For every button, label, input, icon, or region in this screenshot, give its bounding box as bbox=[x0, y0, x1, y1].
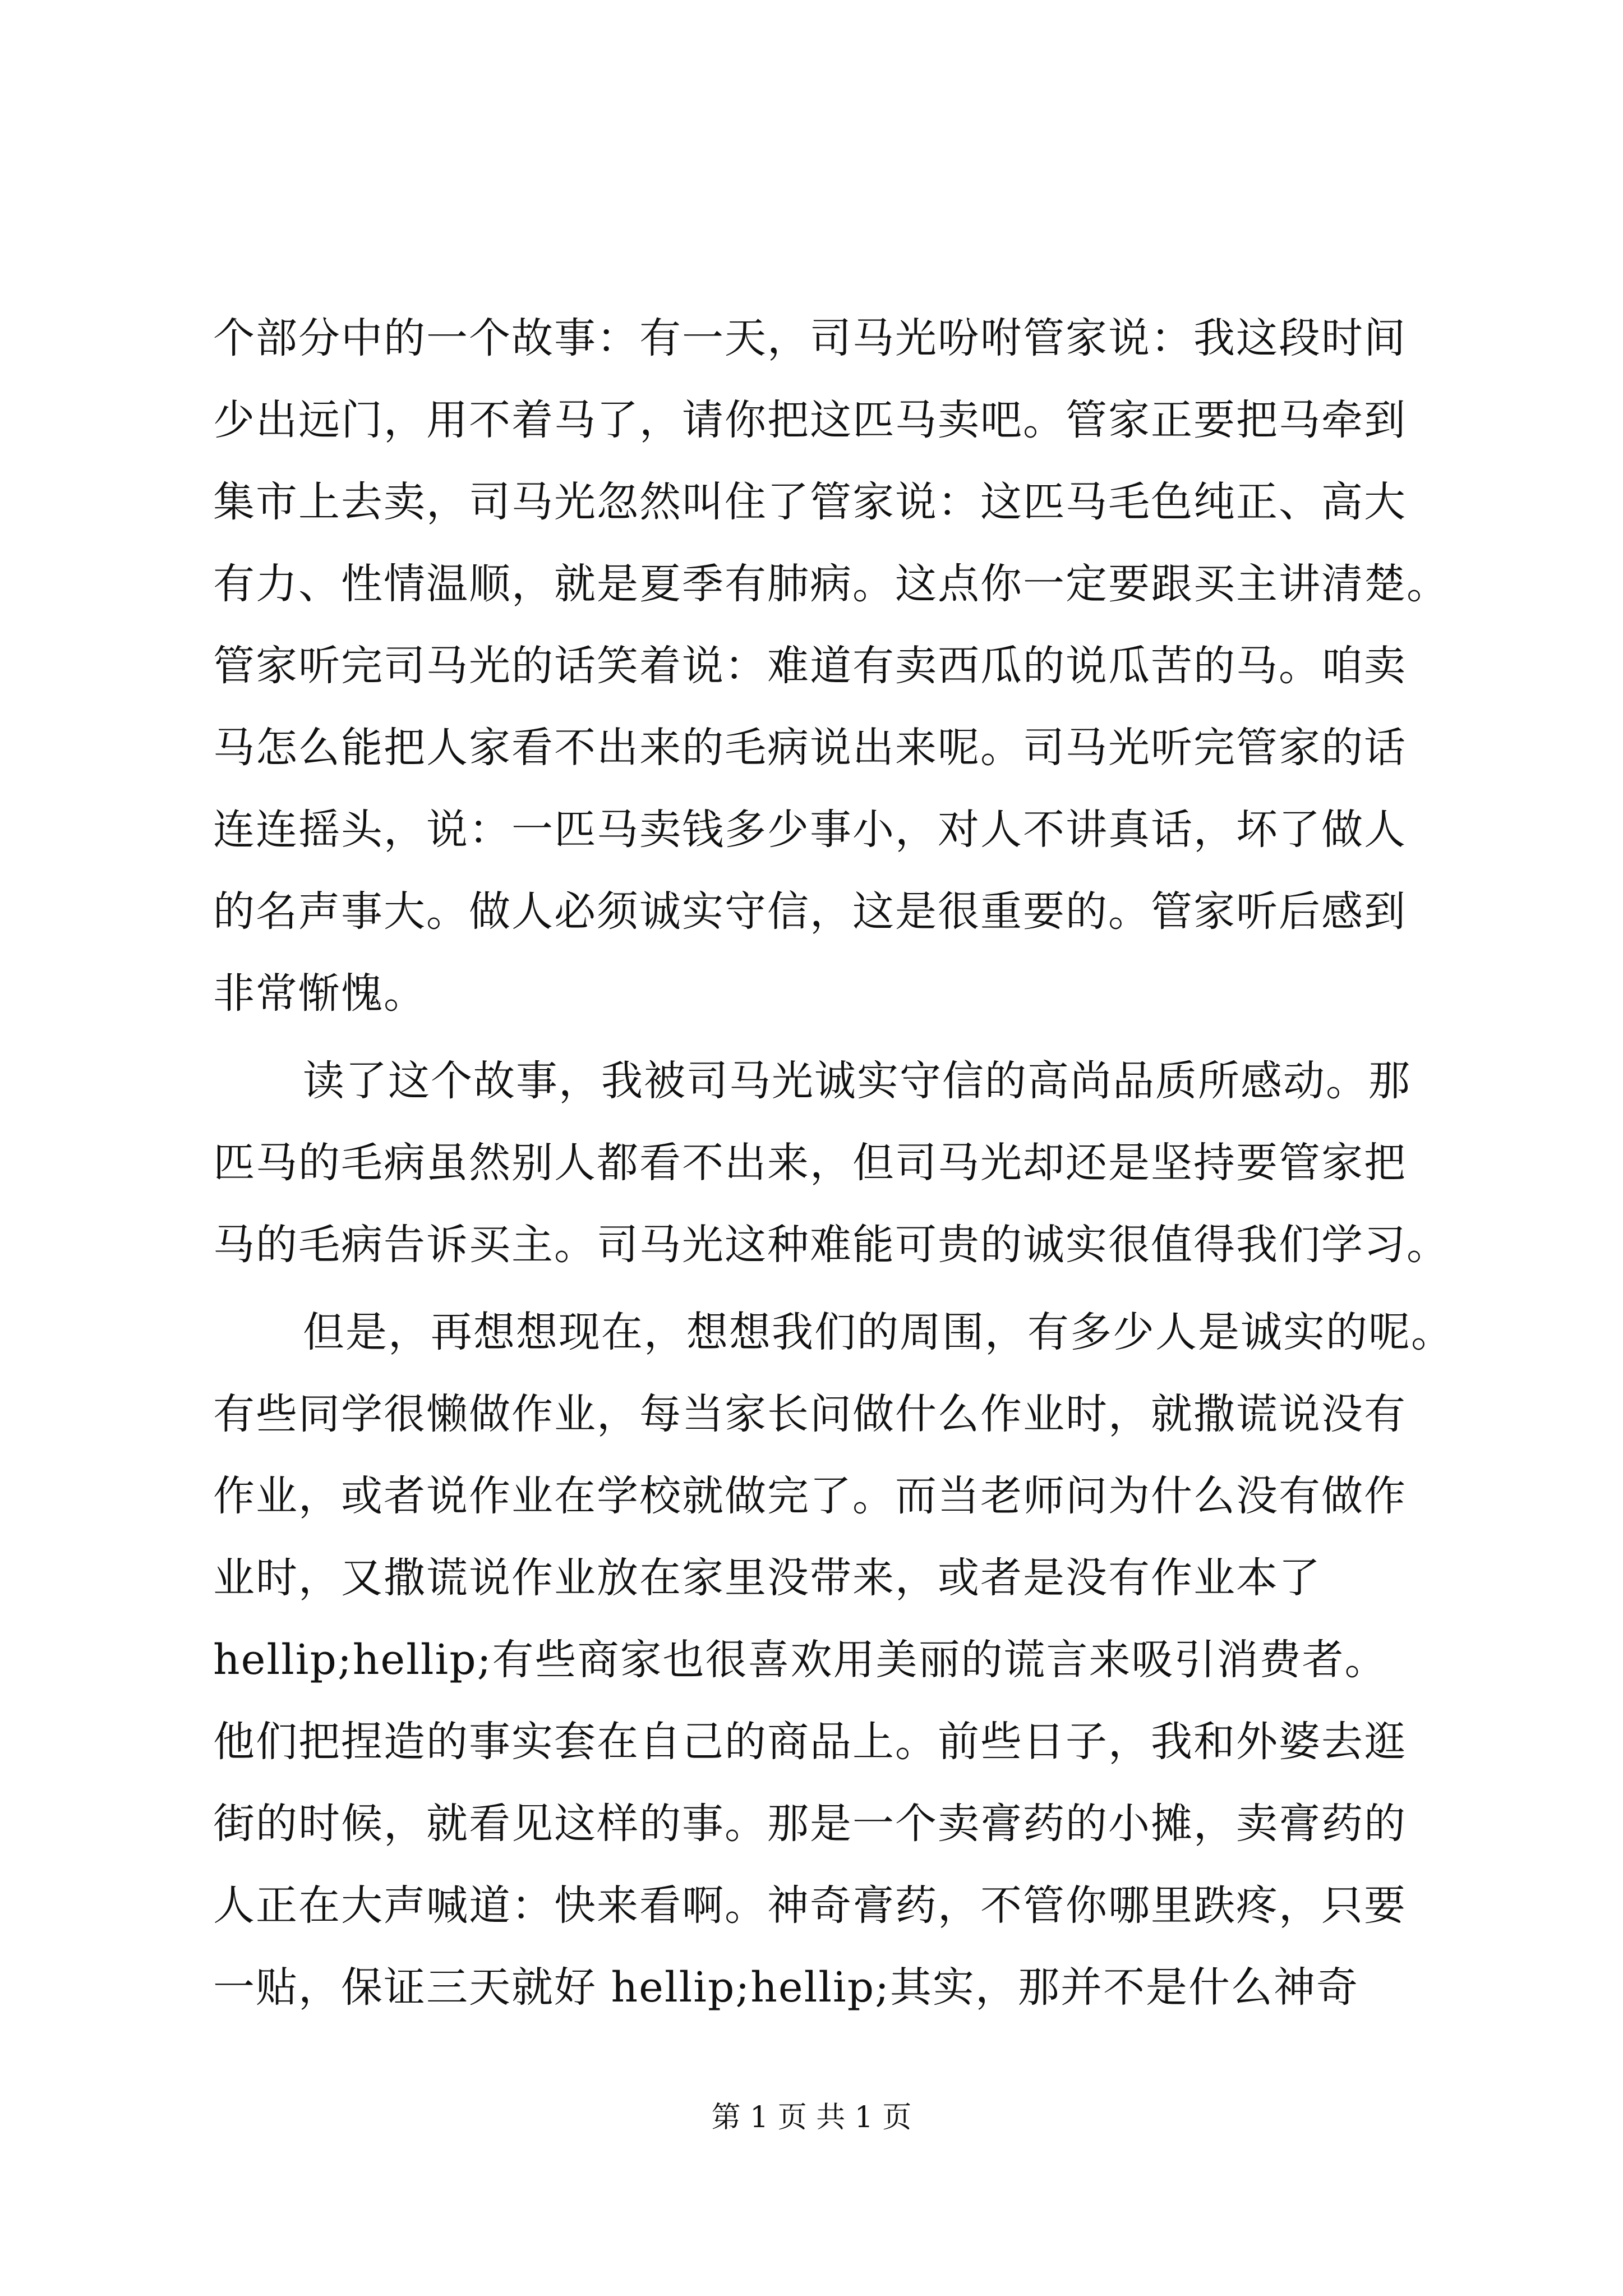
text-line: 马怎么能把人家看不出来的毛病说出来呢。司马光听完管家的话 bbox=[213, 724, 1407, 772]
paragraph-first-line: 但是，再想想现在，想想我们的周围，有多少人是诚实的呢。 bbox=[303, 1308, 1454, 1356]
text-line: 匹马的毛病虽然别人都看不出来，但司马光却还是坚持要管家把 bbox=[213, 1139, 1407, 1187]
text-line: 连连摇头，说：一匹马卖钱多少事小，对人不讲真话，坏了做人 bbox=[213, 806, 1407, 854]
text-line: 街的时候，就看见这样的事。那是一个卖膏药的小摊，卖膏药的 bbox=[213, 1800, 1407, 1848]
text-line: 他们把捏造的事实套在自己的商品上。前些日子，我和外婆去逛 bbox=[213, 1718, 1407, 1766]
text-line: hellip;hellip;有些商家也很喜欢用美丽的谎言来吸引消费者。 bbox=[213, 1636, 1387, 1684]
text-line: 业时，又撒谎说作业放在家里没带来，或者是没有作业本了 bbox=[213, 1554, 1321, 1602]
text-line: 管家听完司马光的话笑着说：难道有卖西瓜的说瓜苦的马。咱卖 bbox=[213, 642, 1407, 690]
paragraph-first-line: 读了这个故事，我被司马光诚实守信的高尚品质所感动。那 bbox=[303, 1057, 1411, 1105]
body-text bbox=[213, 297, 1454, 2028]
text-line: 少出远门，用不着马了，请你把这匹马卖吧。管家正要把马牵到 bbox=[213, 396, 1407, 444]
text-line: 集市上去卖，司马光忽然叫住了管家说：这匹马毛色纯正、高大 bbox=[213, 478, 1407, 526]
text-line: 的名声事大。做人必须诚实守信，这是很重要的。管家听后感到 bbox=[213, 887, 1407, 936]
text-line: 非常惭愧。 bbox=[213, 969, 426, 1018]
text-line: 作业，或者说作业在学校就做完了。而当老师问为什么没有做作 bbox=[213, 1472, 1407, 1520]
page-number-footer: 第 1 页 共 1 页 bbox=[711, 2101, 912, 2134]
text-line: 有些同学很懒做作业，每当家长问做什么作业时，就撒谎说没有 bbox=[213, 1390, 1407, 1438]
text-line: 马的毛病告诉买主。司马光这种难能可贵的诚实很值得我们学习。 bbox=[213, 1221, 1449, 1269]
text-line: 人正在大声喊道：快来看啊。神奇膏药，不管你哪里跌疼，只要 bbox=[213, 1881, 1407, 1930]
text-line: 有力、性情温顺，就是夏季有肺病。这点你一定要跟买主讲清楚。 bbox=[213, 560, 1449, 608]
text-line: 个部分中的一个故事：有一天，司马光吩咐管家说：我这段时间 bbox=[213, 314, 1407, 362]
text-line: 一贴，保证三天就好 hellip;hellip;其实，那并不是什么神奇 bbox=[213, 1963, 1359, 2012]
